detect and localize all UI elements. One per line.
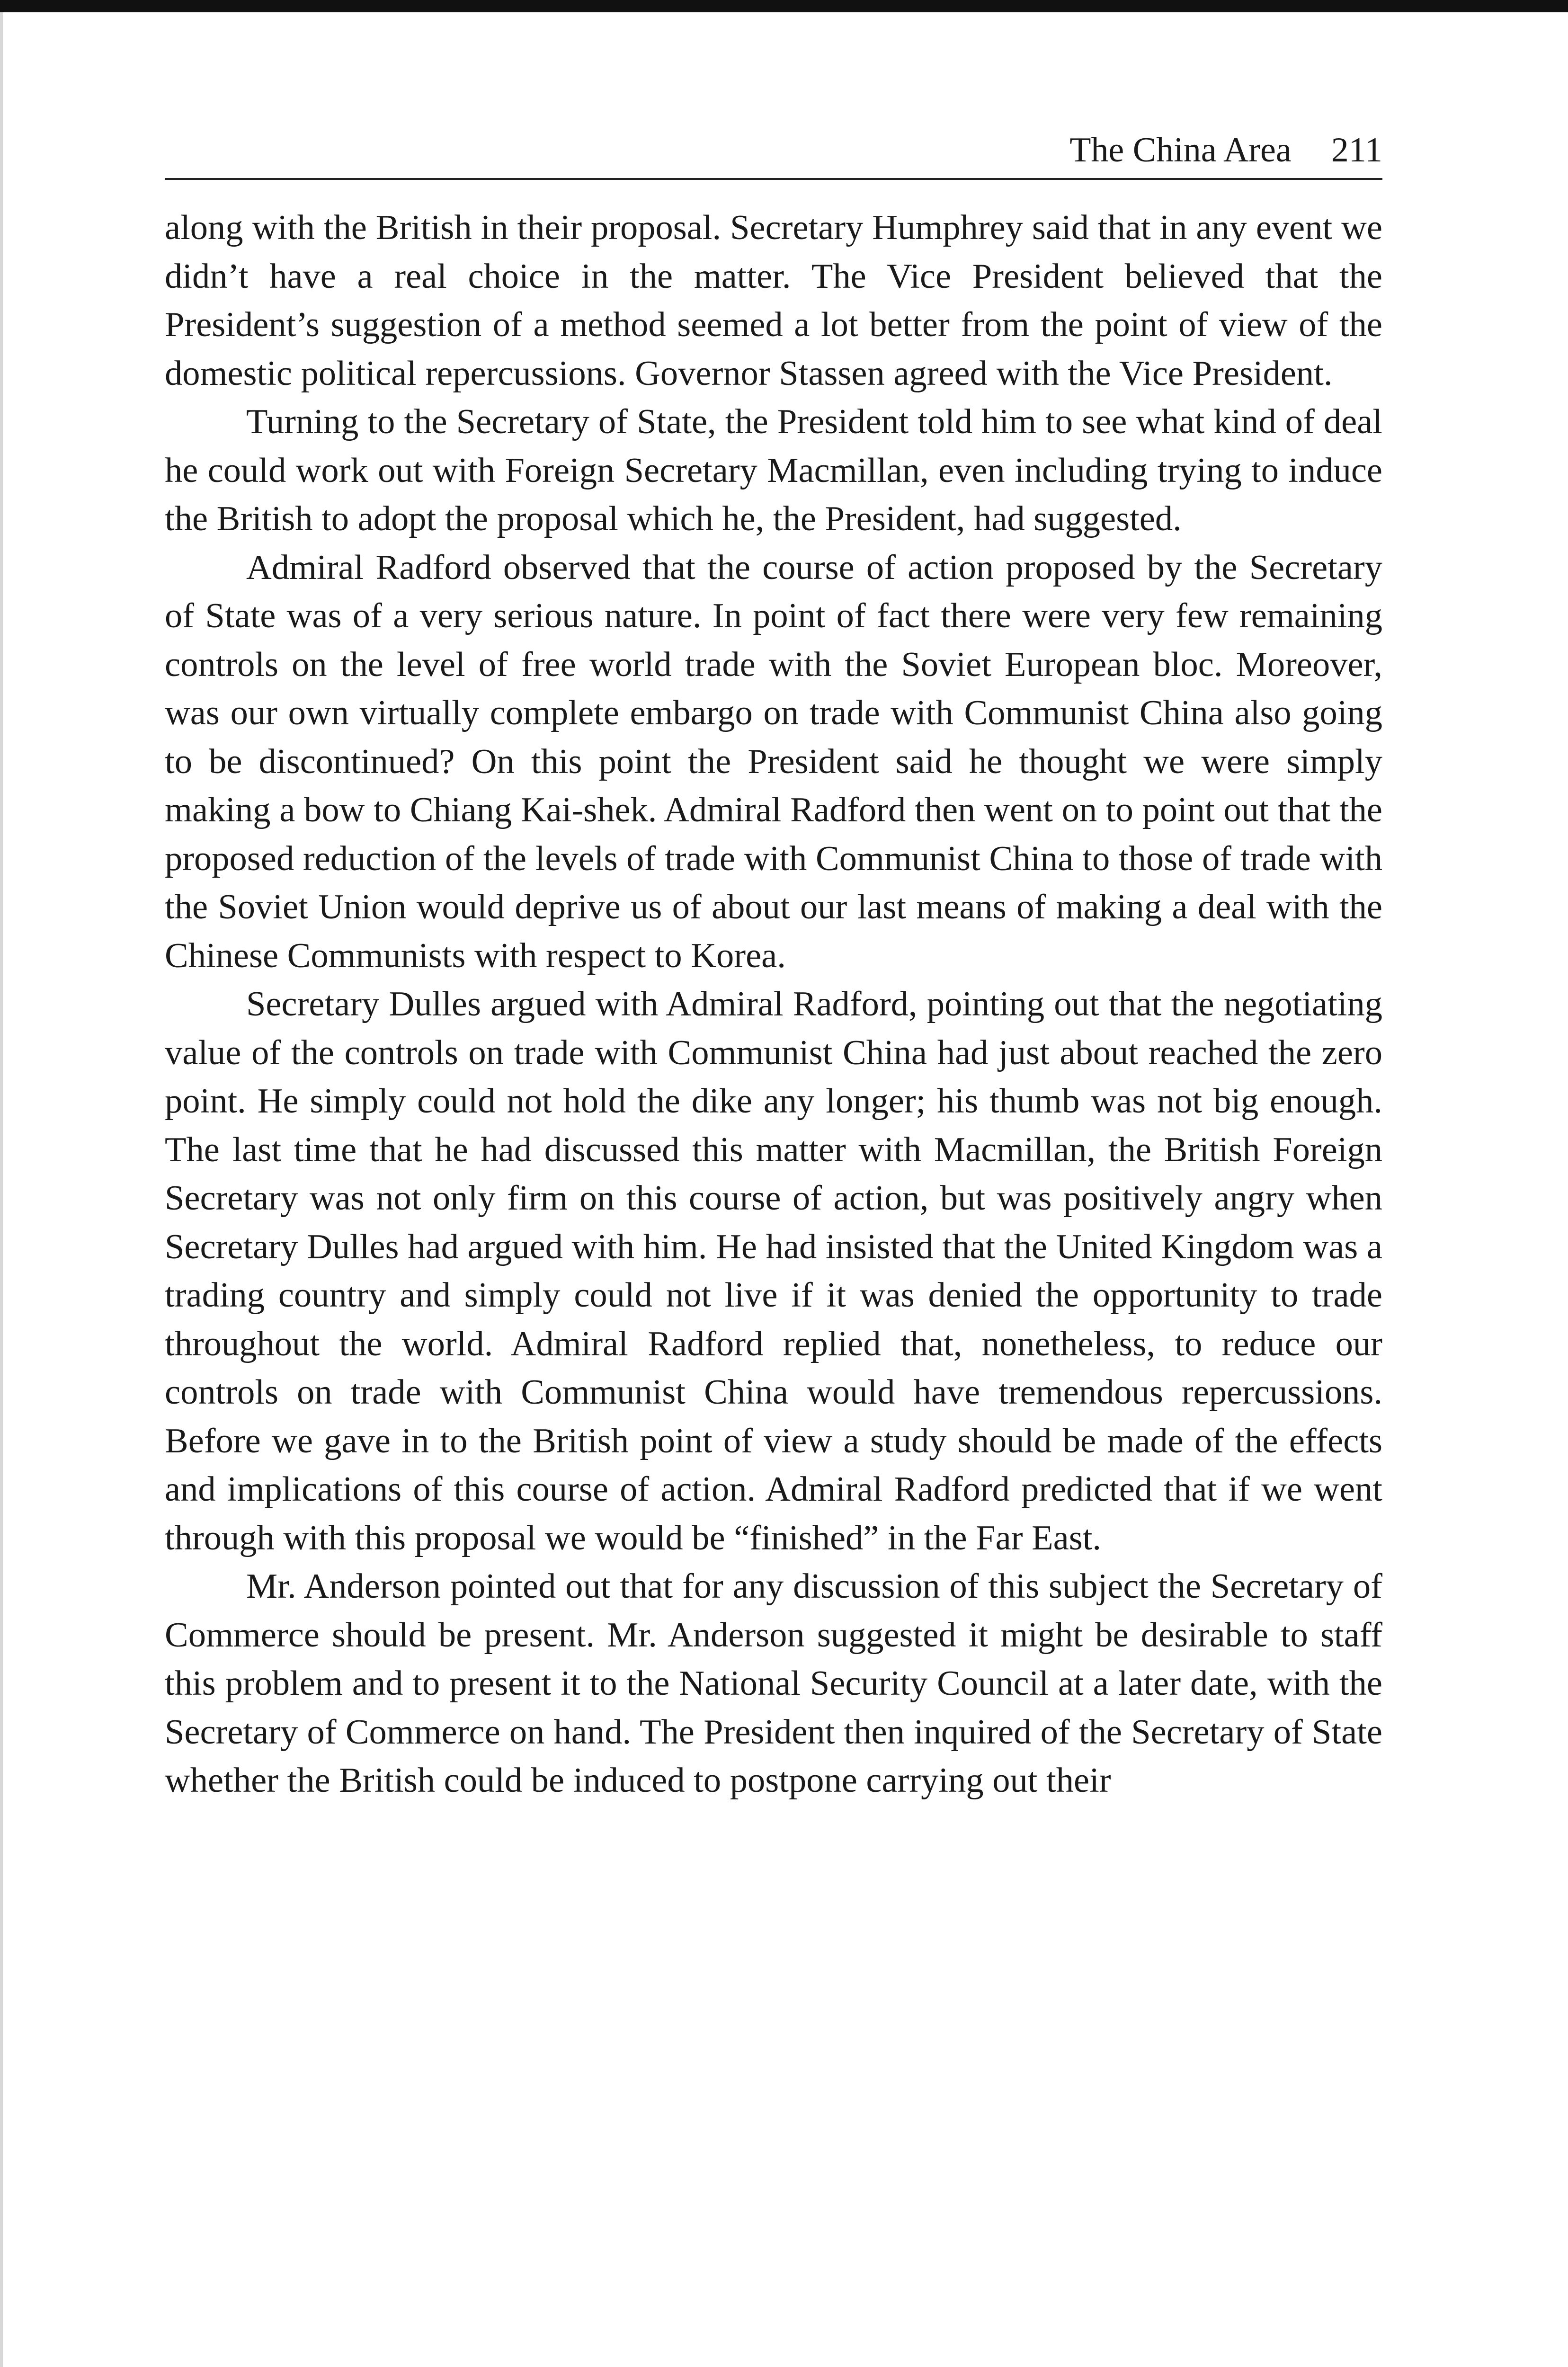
- paragraph: Secretary Dulles argued with Admiral Radford, pointing out that the negotiating value of the controls on trade with Communist China had just about reached the zero point. He simply could not hold the dike any longer; his thumb was not big enough. The last time that he had discussed this matter with Macmillan, the British Foreign Secretary was not only firm on this course of action, but was positively angry when Secretary Dulles had argued with him. He had insisted that the United Kingdom was a trading country and simply could not live if it was denied the opportunity to trade throughout the world. Admiral Radford replied that, nonetheless, to reduce our controls on trade with Communist China would have tremendous repercussions. Before we gave in to the British point of view a study should be made of the effects and implications of this course of action. Admiral Radford predicted that if we went through with this proposal we would be “finished” in the Far East.: [165, 985, 1382, 1557]
- book-page: [165, 133, 1382, 1805]
- running-title: The China Area: [1069, 131, 1292, 169]
- paragraph-continued: along with the British in their proposal. Secretary Humphrey said that in any event we didn’t have a real choice in the matter. The Vice President believed that the President’s suggestion of a method seemed a lot better from the point of view of the domestic political repercussions. Governor Stassen agreed with the Vice President.: [165, 208, 1382, 393]
- page-left-edge: [0, 12, 3, 2367]
- paragraph: Admiral Radford observed that the course of action proposed by the Secretary of State was of a very serious nature. In point of fact there were very few remaining controls on the level of free world trade with the Soviet European bloc. Moreover, was our own virtually complete embargo on trade with Communist China also going to be discontinued? On this point the President said he thought we were simply making a bow to Chiang Kai-shek. Admiral Radford then went on to point out that the proposed reduction of the levels of trade with Communist China to those of trade with the Soviet Union would deprive us of about our last means of making a deal with the Chinese Communists with respect to Korea.: [165, 548, 1382, 975]
- paragraph: Mr. Anderson pointed out that for any discussion of this subject the Secretary of Commerce should be present. Mr. Anderson suggested it might be desirable to staff this problem and to present it to the National Security Council at a later date, with the Secretary of Commerce on hand. The President then inquired of the Secretary of State whether the British could be induced to postpone carrying out their: [165, 1567, 1382, 1800]
- running-head: [165, 133, 1382, 180]
- body-text: [165, 204, 1382, 1805]
- page-top-edge: [0, 0, 1568, 12]
- page-number: 211: [1331, 131, 1382, 169]
- paragraph: Turning to the Secretary of State, the President told him to see what kind of deal he could work out with Foreign Secretary Macmillan, even including trying to induce the British to adopt the proposal which he, the President, had suggested.: [165, 402, 1382, 538]
